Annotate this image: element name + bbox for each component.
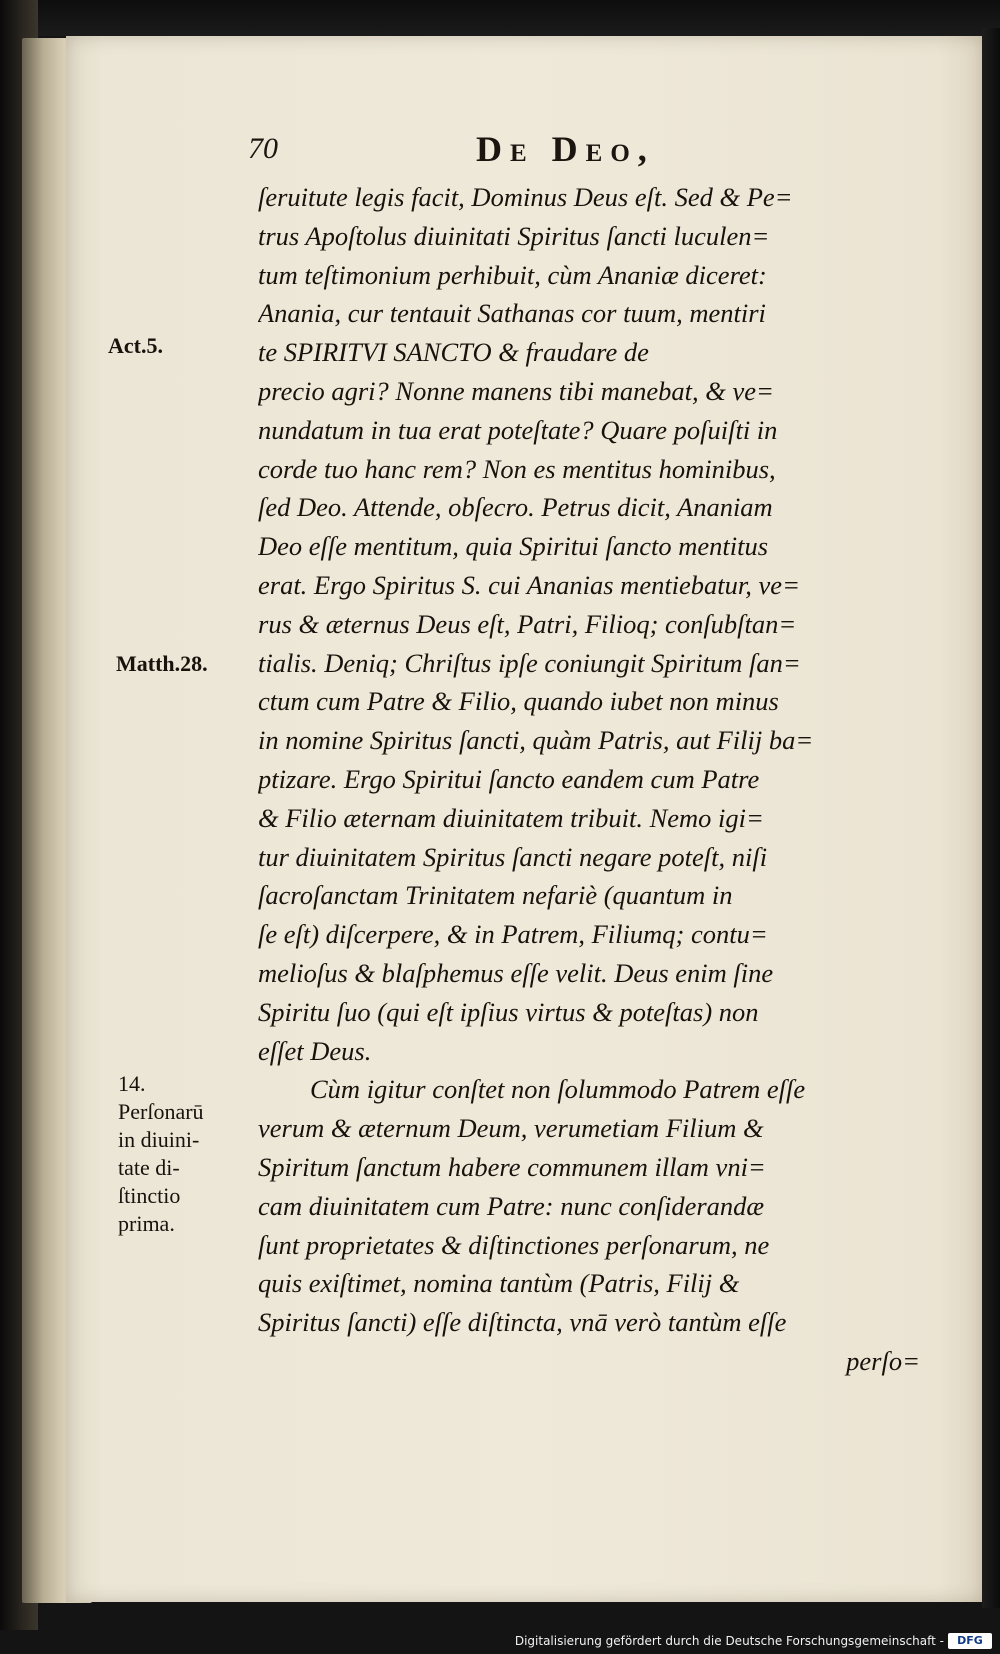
text-line: ſunt proprietates & diſtinctiones perſonarum, ne [258,1229,770,1260]
text-line: ctum cum Patre & Filio, quando iubet non minus [258,686,779,717]
text-line-paragraph-start: Cùm igitur conſtet non ſolummodo Patrem eſſe [310,1074,806,1105]
text-line: tum teſtimonium perhibuit, cùm Ananiæ diceret: [258,259,767,290]
running-title: De Deo, [476,129,655,169]
text-line: ſeruitute legis facit, Dominus Deus eſt. Sed & Pe= [258,182,793,212]
text-line: ſacroſanctam Trinitatem nefariè (quantum in [258,880,733,911]
text-line: ſed Deo. Attende, obſecro. Petrus dicit, Ananiam [258,492,773,523]
catchword: perſo= [846,1345,920,1376]
text-line: precio agri? Nonne manens tibi manebat, & ve= [258,375,774,406]
text-line: ſe eſt) diſcerpere, & in Patrem, Filiumq; contu= [258,919,768,950]
text-line: tur diuinitatem Spiritus ſancti negare poteſt, niſi [258,841,768,872]
section-number: 14. [118,1071,146,1096]
text-line: erat. Ergo Spiritus S. cui Ananias mentiebatur, ve= [258,569,800,600]
section-note-line: in diuini- [118,1127,200,1152]
text-line: rus & æternus Deus eſt, Patri, Filioq; conſubſtan= [258,608,797,639]
section-note-line: ſtinctio [118,1183,181,1208]
section-note-line: prima. [118,1211,175,1236]
right-book-edge [982,28,1000,1608]
text-line: tialis. Deniq; Chriſtus ipſe coniungit Spiritum ſan= [258,647,801,678]
text-line: & Filio æternam diuinitatem tribuit. Nemo igi= [258,802,764,833]
margin-note-acts: Act.5. [108,333,163,358]
text-line: cam diuinitatem cum Patre: nunc conſiderandæ [258,1190,765,1221]
text-line: verum & æternum Deum, verumetiam Filium & [258,1113,764,1144]
text-line: melioſus & blaſphemus eſſe velit. Deus enim ſine [258,957,774,988]
text-line: quis exiſtimet, nomina tantùm (Patris, Filij & [258,1268,740,1299]
body-text [258,178,926,1381]
text-line: Anania, cur tentauit Sathanas cor tuum, mentiri [258,298,766,329]
funding-credit: Digitalisierung gefördert durch die Deutsche Forschungsgemeinschaft - [514,1634,944,1648]
section-note-line: Perſonarū [118,1099,204,1124]
text-line: in nomine Spiritus ſancti, quàm Patris, aut Filij ba= [258,725,814,756]
text-line: ptizare. Ergo Spiritui ſancto eandem cum Patre [258,763,760,794]
text-line: te SPIRITVI SANCTO & fraudare de [258,337,649,368]
margin-note-section [118,1070,253,1238]
text-line: nundatum in tua erat poteſtate? Quare poſuiſti in [258,414,778,445]
text-line: corde tuo hanc rem? Non es mentitus hominibus, [258,453,776,484]
footer-bar [0,1630,1000,1654]
page-number: 70 [248,132,278,165]
page-header [248,129,928,172]
text-line: Spiritu ſuo (qui eſt ipſius virtus & poteſtas) non [258,996,759,1027]
text-line: eſſet Deus. [258,1035,372,1066]
text-line: trus Apoſtolus diuinitati Spiritus ſancti luculen= [258,220,770,251]
text-line: Spiritum ſanctum habere communem illam vni= [258,1151,766,1182]
margin-note-matthew: Matth.28. [116,651,208,676]
text-line: Spiritus ſancti) eſſe diſtincta, vnā verò tantùm eſſe [258,1307,787,1338]
top-dark-strip [0,0,1000,36]
text-line: Deo eſſe mentitum, quia Spiritui ſancto mentitus [258,531,769,562]
section-note-line: tate di- [118,1155,180,1180]
dfg-logo: DFG [948,1633,992,1649]
